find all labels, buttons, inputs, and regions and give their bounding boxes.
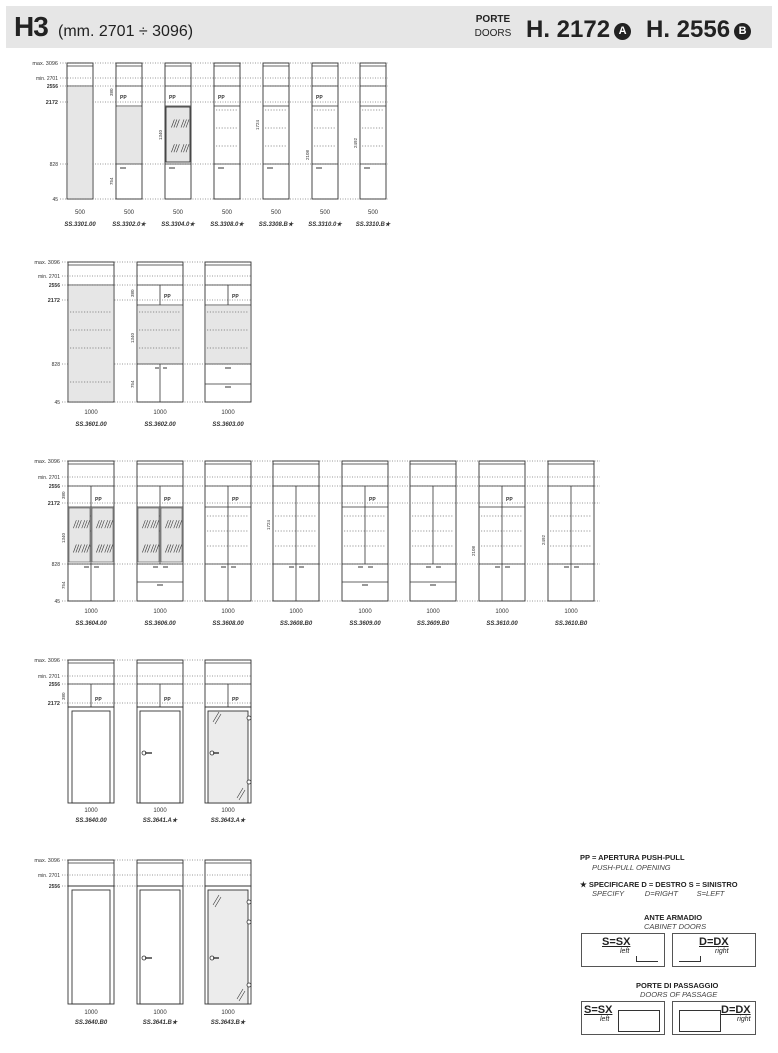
width-label: 1000 [153,410,167,416]
level-45: 45 [52,197,58,203]
level-828: 828 [49,162,58,168]
width-label: 1000 [153,808,167,814]
level-min: min. 2701 [38,475,60,481]
grey-panel [69,286,113,401]
dim-label: 380 [130,289,135,297]
dim-label: 1724 [266,519,271,530]
width-label: 1000 [495,609,509,615]
glass-panel [161,508,182,562]
cabinet-frame [312,63,338,199]
model-code: SS.3302.0★ [112,222,146,228]
pp-label: PP [164,697,171,703]
pp-label: PP [316,95,323,101]
legend-pp-sub: PUSH-PULL OPENING [592,863,671,872]
legend-specify-sub: SPECIFY D=RIGHT S=LEFT [592,889,725,898]
level-max: max. 3096 [34,658,60,664]
glass-panel [138,508,159,562]
cabinet-right-diagram: D=DX right [672,933,756,967]
width-label: 500 [123,210,135,216]
level-45: 45 [54,400,60,406]
model-code: SS.3643.A★ [210,818,246,824]
width-label: 1000 [221,609,235,615]
hinge-icon [247,716,251,720]
level-2172: 2172 [47,701,60,707]
width-label: 1000 [289,609,303,615]
pp-label: PP [95,697,102,703]
legend-passage-sub: DOORS OF PASSAGE [640,990,718,999]
door-leaf [140,711,180,803]
height-b: H. 2556 B [646,16,751,44]
door-frame [137,886,183,1004]
level-max: max. 3096 [34,459,60,465]
glass-panel [69,508,90,562]
hinge-icon [247,983,251,987]
cabinet-frame [263,63,289,199]
level-2172: 2172 [47,298,60,304]
level-2556: 2556 [48,884,60,890]
model-code: SS.3308.B★ [258,222,294,228]
width-label: 500 [270,210,282,216]
model-code: SS.3609.B0 [416,621,450,627]
width-label: 1000 [84,410,98,416]
model-code: SS.3643.B★ [210,1020,246,1026]
level-min: min. 2701 [38,674,60,680]
level-max: max. 3096 [34,260,60,266]
passage-left-diagram: S=SX left [581,1001,665,1035]
dim-label: 1724 [255,119,260,130]
hinge-icon [247,920,251,924]
star-icon: ★ [580,880,589,889]
model-code: SS.3608.00 [212,621,244,627]
model-code: SS.3641.B★ [142,1020,178,1026]
model-code: SS.3641.A★ [142,818,178,824]
model-code: SS.3604.00 [75,621,107,627]
width-label: 1000 [221,1010,235,1016]
dim-label: 754 [109,177,114,185]
width-label: 500 [221,210,233,216]
width-label: 500 [367,210,379,216]
cabinet-frame [360,63,386,199]
width-label: 1000 [84,808,98,814]
marker-a-icon: A [614,23,631,40]
model-code: SS.3601.00 [75,422,107,428]
level-max: max. 3096 [34,858,60,864]
pp-label: PP [218,95,225,101]
pp-label: PP [164,497,171,503]
grey-panel [206,306,250,364]
dim-label: 380 [61,692,66,700]
cabinet-frame [214,63,240,199]
cabinet-left-diagram: S=SX left [581,933,665,967]
model-code: SS.3310.0★ [308,222,342,228]
dim-label: 2492 [541,534,546,545]
pp-label: PP [232,497,239,503]
level-min: min. 2701 [38,274,60,280]
model-code: SS.3610.00 [486,621,518,627]
pp-label: PP [506,497,513,503]
width-label: 500 [172,210,184,216]
level-min: min. 2701 [36,76,58,82]
width-label: 1000 [153,1010,167,1016]
width-label: 1000 [84,609,98,615]
model-code: SS.3640.B0 [74,1020,108,1026]
door-leaf [140,890,180,1004]
legend-specify-title: ★ SPECIFICARE D = DESTRO S = SINISTRO [580,880,738,889]
series-code: H3 [14,11,48,42]
pp-label: PP [95,497,102,503]
level-2556: 2556 [48,283,60,289]
pp-label: PP [232,697,239,703]
model-code: SS.3610.B0 [554,621,588,627]
width-label: 1000 [221,410,235,416]
level-2556: 2556 [48,484,60,490]
upper-frame [68,860,114,886]
glass-panel [92,508,113,562]
hinge-icon [247,780,251,784]
model-code: SS.3640.00 [75,818,107,824]
level-2172: 2172 [47,501,60,507]
dim-label: 1340 [61,532,66,543]
dim-label: 2108 [471,545,476,556]
width-label: 1000 [564,609,578,615]
level-45: 45 [54,599,60,605]
pp-label: PP [120,95,127,101]
model-code: SS.3304.0★ [161,222,195,228]
upper-frame [137,860,183,886]
grey-panel [138,306,182,364]
level-2556: 2556 [48,682,60,688]
legend-pp-title: PP = APERTURA PUSH-PULL [580,853,685,862]
level-max: max. 3096 [32,61,58,67]
model-code: SS.3606.00 [144,621,176,627]
door-frame [68,886,114,1004]
dim-label: 2108 [305,149,310,160]
level-2172: 2172 [45,100,58,106]
width-label: 1000 [153,609,167,615]
dim-label: 2492 [353,137,358,148]
dim-label: 754 [61,581,66,589]
grey-panel [117,107,141,164]
dim-label: 1340 [130,332,135,343]
legend-passage-title: PORTE DI PASSAGGIO [636,981,719,990]
pp-label: PP [232,294,239,300]
level-2556: 2556 [46,84,58,90]
height-range: (mm. 2701 ÷ 3096) [58,23,194,40]
door-opening [72,890,110,1004]
dim-label: 754 [130,380,135,388]
width-label: 1000 [358,609,372,615]
dim-label: 1340 [158,129,163,140]
passage-right-diagram: D=DX right [672,1001,756,1035]
height-a: H. 2172 A [526,16,631,44]
doors-label: DOORS [474,28,512,39]
legend-cabinet-sub: CABINET DOORS [644,922,707,931]
dim-label: 380 [61,491,66,499]
level-min: min. 2701 [38,873,60,879]
pp-label: PP [169,95,176,101]
width-label: 1000 [426,609,440,615]
glass-panel [166,107,190,162]
glass-door [208,890,248,1004]
level-828: 828 [51,562,60,568]
width-label: 500 [74,210,86,216]
model-code: SS.3301.00 [64,222,96,228]
door-frame [68,707,114,803]
model-code: SS.3602.00 [144,422,176,428]
width-label: 500 [319,210,331,216]
upper-frame [205,860,251,886]
pp-label: PP [369,497,376,503]
level-828: 828 [51,362,60,368]
legend-cabinet-title: ANTE ARMADIO [644,913,703,922]
model-code: SS.3603.00 [212,422,244,428]
marker-b-icon: B [734,23,751,40]
width-label: 1000 [221,808,235,814]
model-code: SS.3310.B★ [355,222,391,228]
width-label: 1000 [84,1010,98,1016]
model-code: SS.3609.00 [349,621,381,627]
model-code: SS.3608.B0 [279,621,313,627]
pp-label: PP [164,294,171,300]
door-opening [72,711,110,803]
dim-label: 380 [109,88,114,96]
model-code: SS.3308.0★ [210,222,244,228]
hinge-icon [247,900,251,904]
porte-label: PORTE [475,14,511,25]
grey-panel [68,87,92,198]
